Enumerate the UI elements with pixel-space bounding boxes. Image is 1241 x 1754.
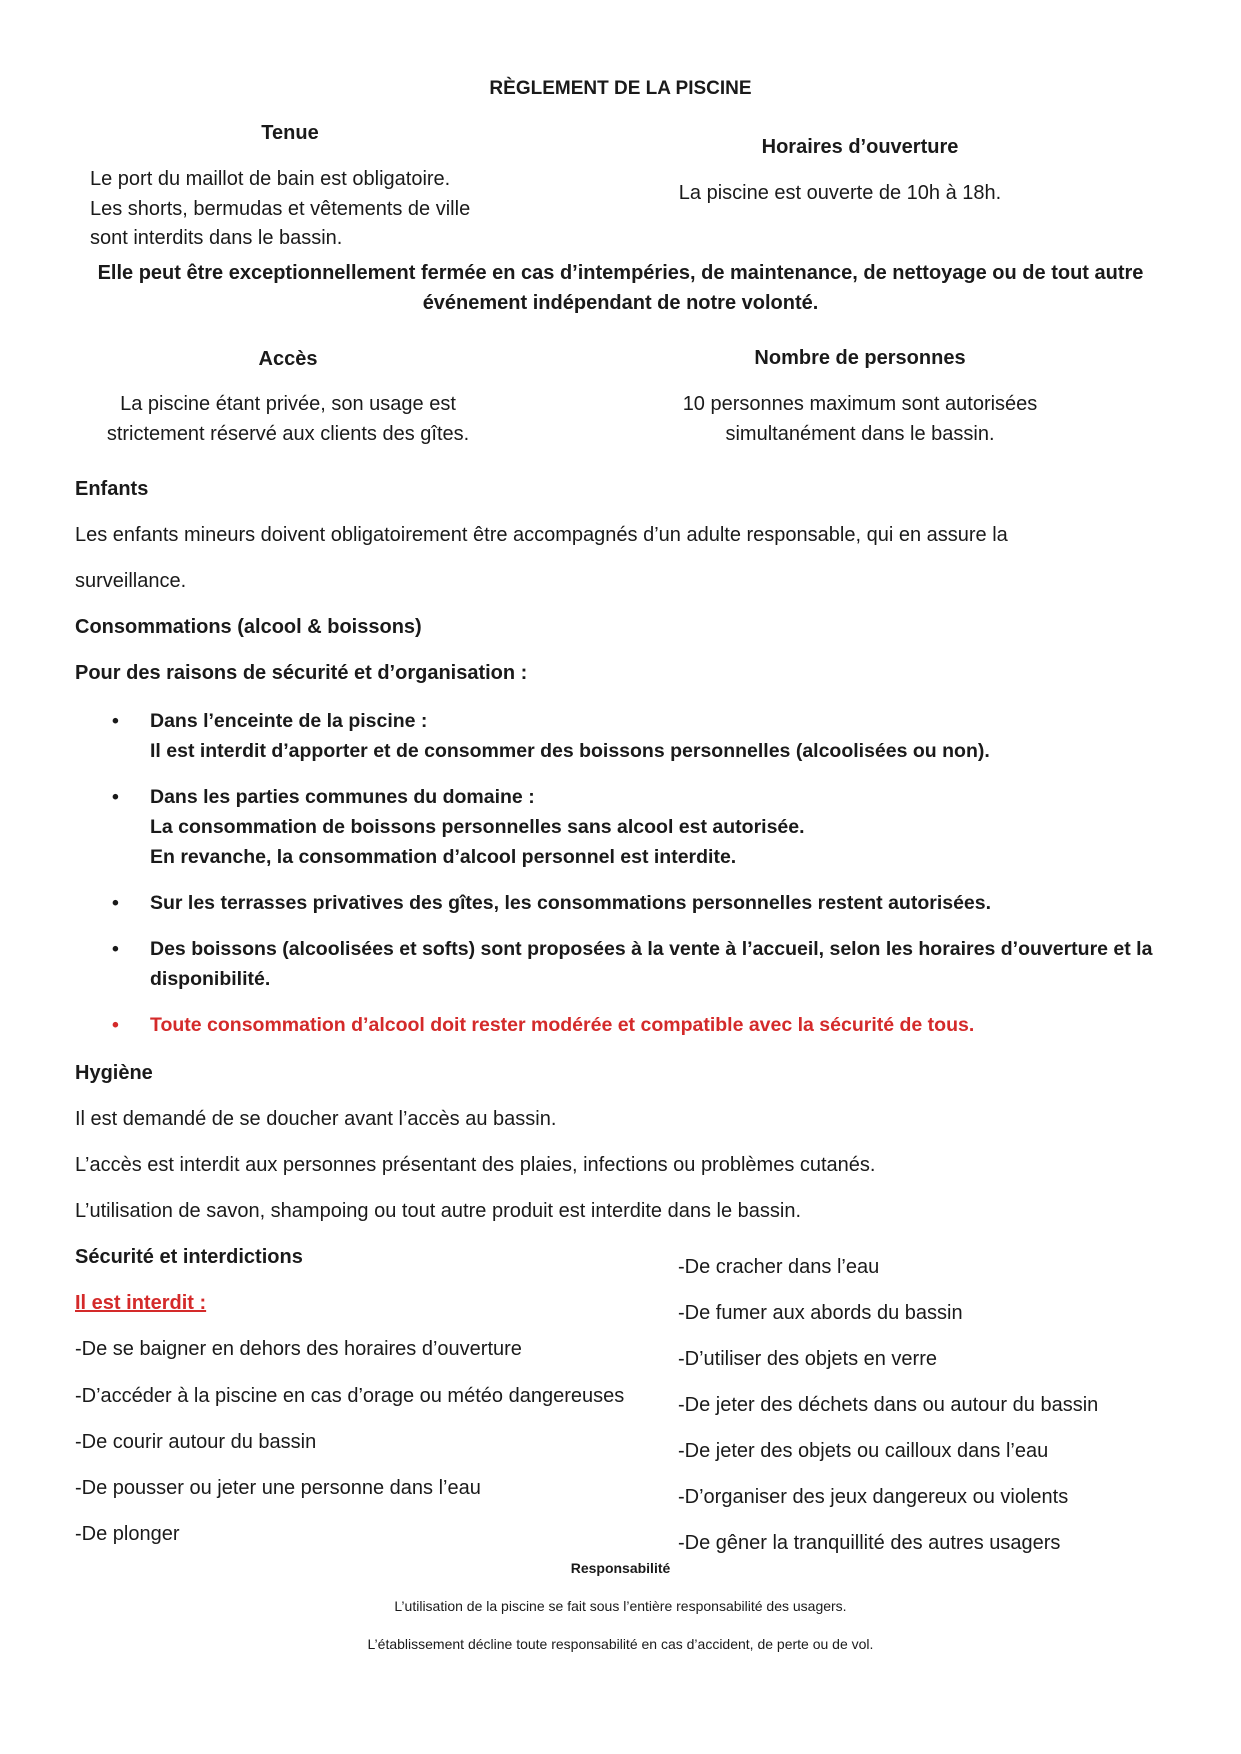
horaires-heading: Horaires d’ouverture xyxy=(761,136,959,158)
tenue-line: Les shorts, bermudas et vêtements de ville xyxy=(90,198,471,220)
interdit-item: -D’organiser des jeux dangereux ou violents xyxy=(678,1486,1069,1508)
interdit-item: -D’utiliser des objets en verre xyxy=(678,1348,937,1370)
enfants-heading: Enfants xyxy=(75,478,149,500)
horaires-text: La piscine est ouverte de 10h à 18h. xyxy=(678,182,1002,204)
acces-line: La piscine étant privée, son usage est xyxy=(120,393,456,415)
responsabilite-line: L’utilisation de la piscine se fait sous l’entière responsabilité des usagers. xyxy=(394,1598,847,1614)
responsabilite-heading: Responsabilité xyxy=(570,1560,671,1576)
responsabilite-line: L’établissement décline toute responsabilité en cas d’accident, de perte ou de vol. xyxy=(367,1636,874,1652)
consommations-intro: Pour des raisons de sécurité et d’organisation : xyxy=(75,662,528,684)
interdit-item: -De jeter des objets ou cailloux dans l’eau xyxy=(678,1440,1049,1462)
interdit-item: -De se baigner en dehors des horaires d’ouverture xyxy=(75,1338,522,1360)
interdit-item: -De courir autour du bassin xyxy=(75,1431,317,1453)
tenue-line: Le port du maillot de bain est obligatoire. xyxy=(90,168,451,190)
consommations-heading: Consommations (alcool & boissons) xyxy=(75,616,422,638)
interdit-item: -De plonger xyxy=(75,1523,180,1545)
tenue-line: sont interdits dans le bassin. xyxy=(90,227,343,249)
interdit-item: -D’accéder à la piscine en cas d’orage ou météo dangereuses xyxy=(75,1385,625,1407)
tenue-heading: Tenue xyxy=(261,122,319,144)
nombre-line: 10 personnes maximum sont autorisées xyxy=(682,393,1038,415)
nombre-heading: Nombre de personnes xyxy=(754,347,966,369)
fermeture-line: événement indépendant de notre volonté. xyxy=(422,292,819,314)
bullet-dot: • xyxy=(112,892,119,914)
interdit-item: -De pousser ou jeter une personne dans l’eau xyxy=(75,1477,481,1499)
interdit-item: -De jeter des déchets dans ou autour du bassin xyxy=(678,1394,1099,1416)
interdit-item: -De fumer aux abords du bassin xyxy=(678,1302,963,1324)
interdit-item: -De cracher dans l’eau xyxy=(678,1256,880,1278)
interdit-label: Il est interdit : xyxy=(75,1292,207,1314)
securite-heading: Sécurité et interdictions xyxy=(75,1246,303,1268)
page-title: RÈGLEMENT DE LA PISCINE xyxy=(489,78,752,99)
hygiene-line: L’utilisation de savon, shampoing ou tout autre produit est interdite dans le bassin. xyxy=(75,1200,802,1222)
enfants-line: Les enfants mineurs doivent obligatoirement être accompagnés d’un adulte responsable, qui en assure la xyxy=(75,524,1008,546)
acces-line: strictement réservé aux clients des gîtes. xyxy=(106,423,470,445)
hygiene-heading: Hygiène xyxy=(75,1062,153,1084)
bullet-dot: • xyxy=(112,710,119,732)
nombre-line: simultanément dans le bassin. xyxy=(725,423,995,445)
hygiene-line: Il est demandé de se doucher avant l’accès au bassin. xyxy=(75,1108,557,1130)
hygiene-line: L’accès est interdit aux personnes présentant des plaies, infections ou problèmes cutanés. xyxy=(75,1154,876,1176)
interdit-item: -De gêner la tranquillité des autres usagers xyxy=(678,1532,1061,1554)
enfants-line: surveillance. xyxy=(75,570,187,592)
bullet-dot: • xyxy=(112,1014,119,1036)
acces-heading: Accès xyxy=(258,348,318,370)
fermeture-line: Elle peut être exceptionnellement fermée en cas d’intempéries, de maintenance, de nettoyage ou de tout autre xyxy=(97,262,1144,284)
bullet-dot: • xyxy=(112,938,119,960)
bullet-dot: • xyxy=(112,786,119,808)
